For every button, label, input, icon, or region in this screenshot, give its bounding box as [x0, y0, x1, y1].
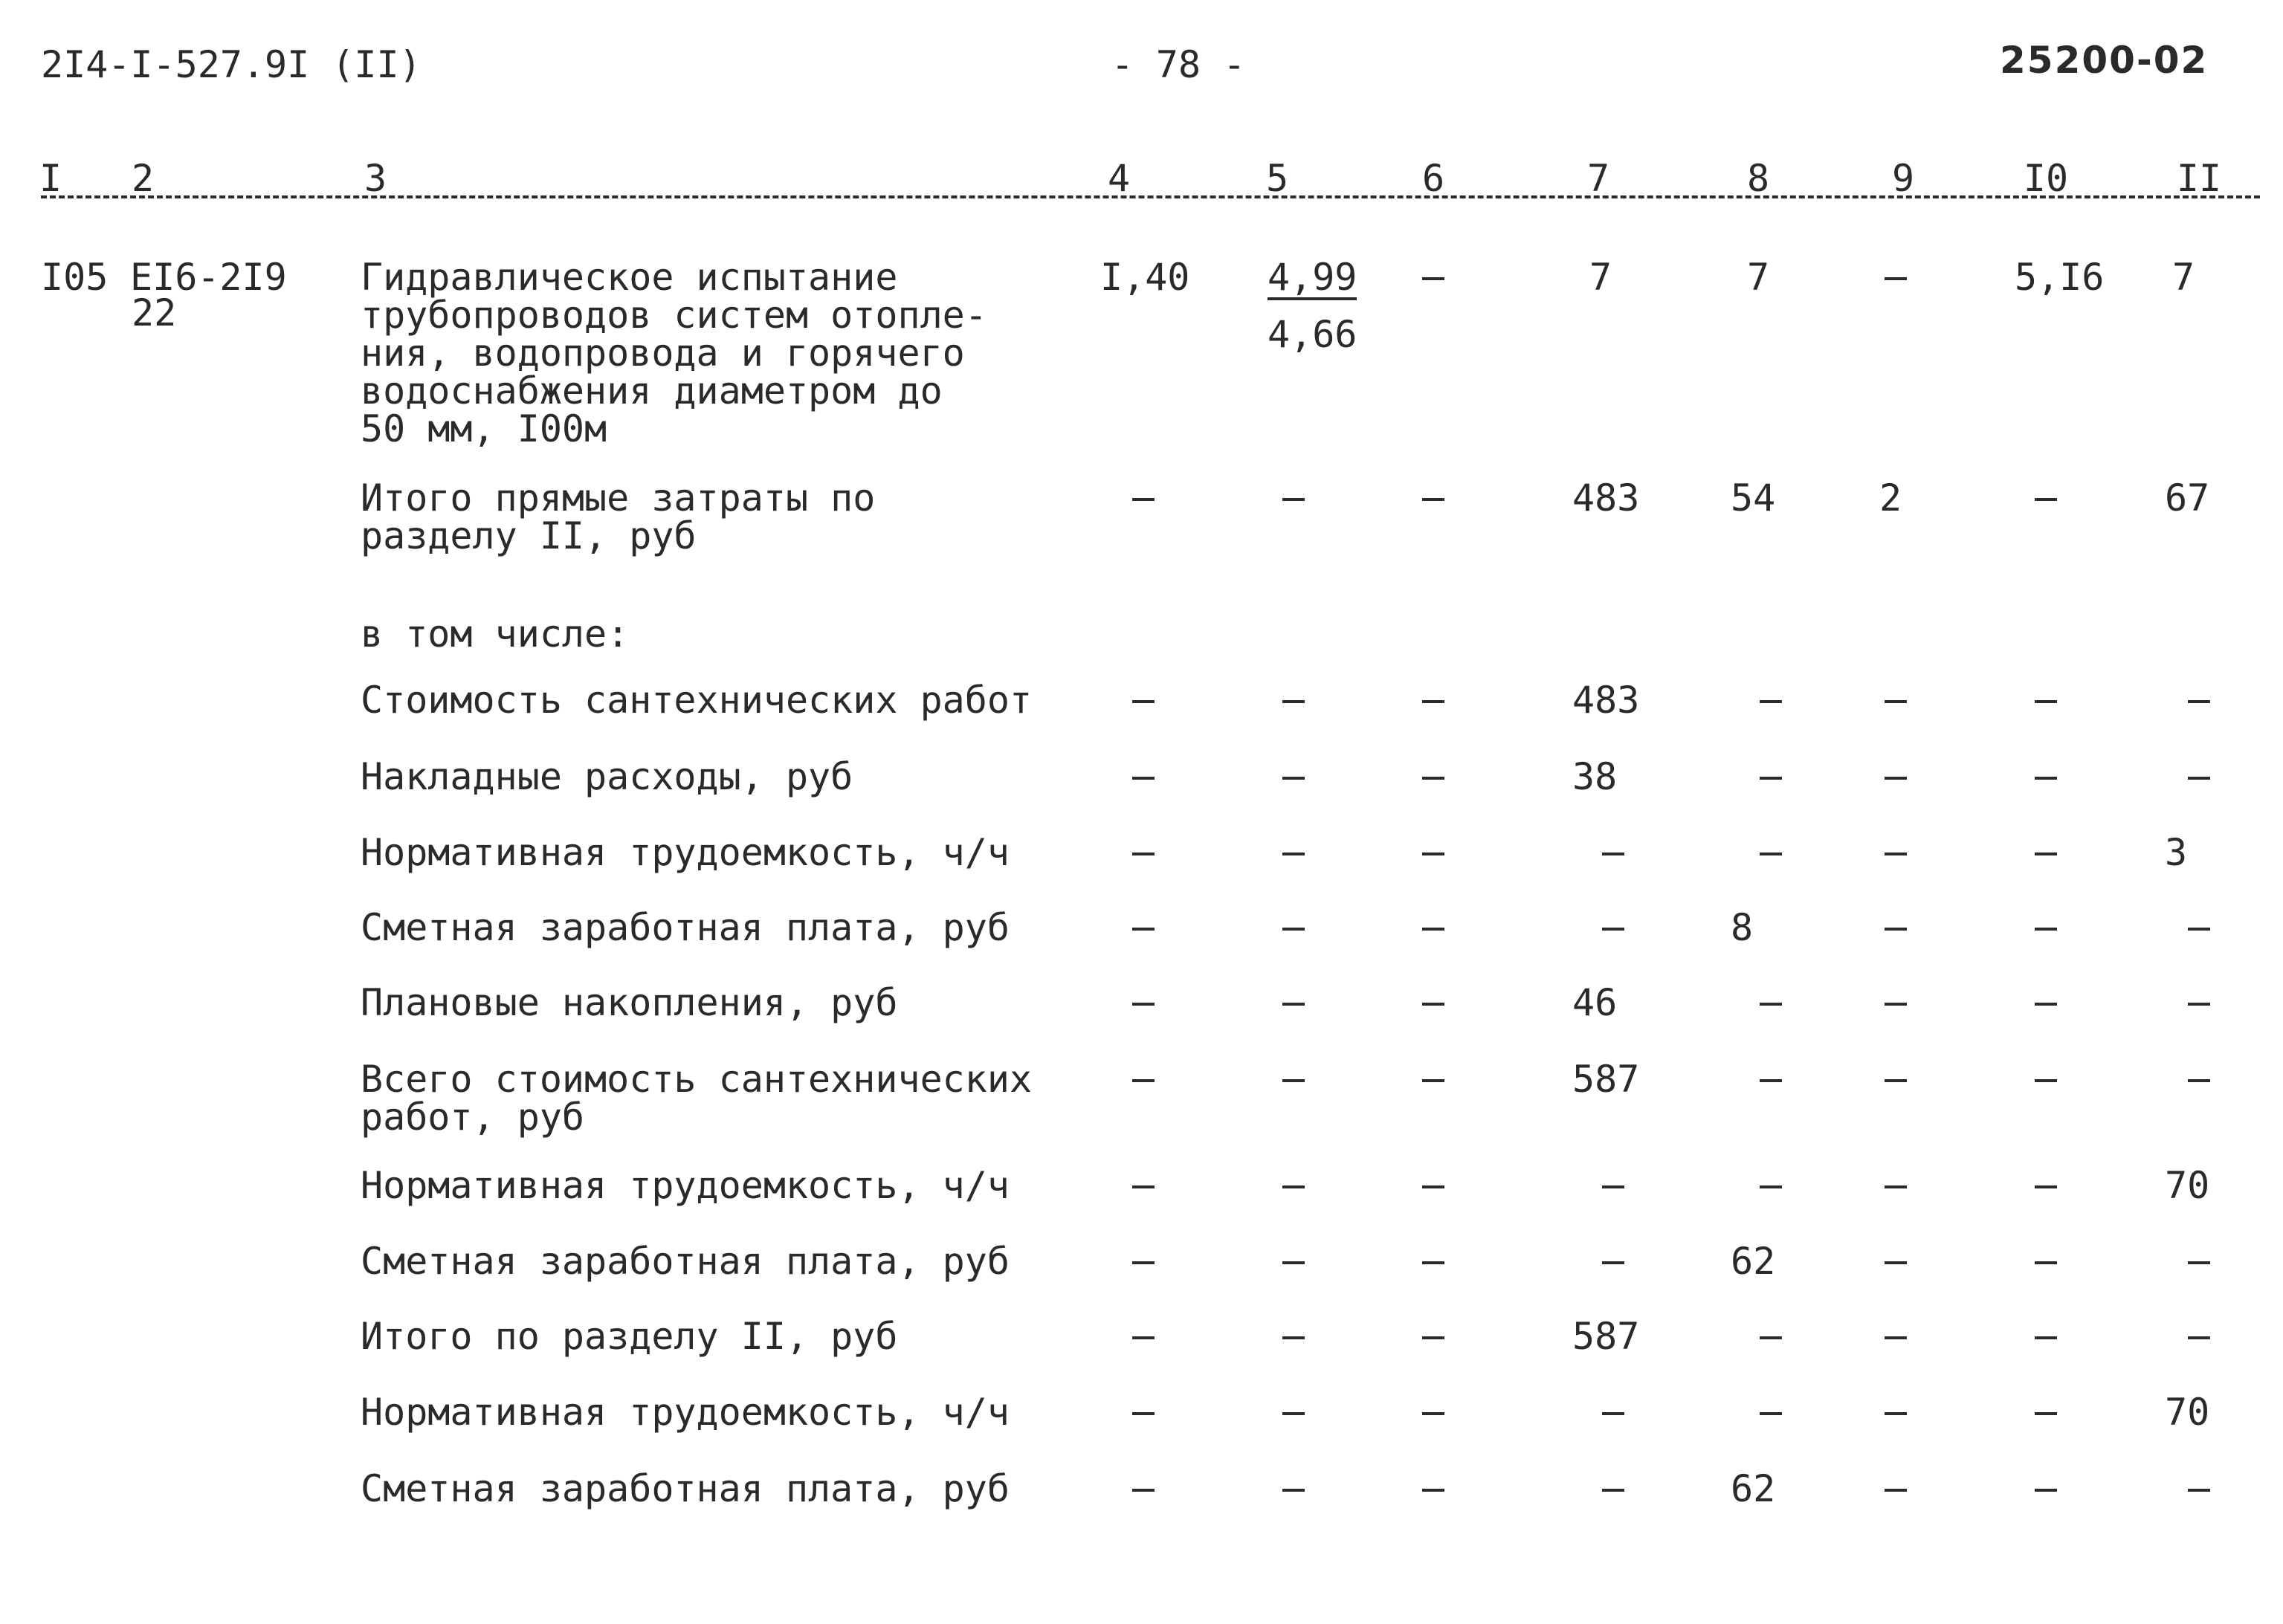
entry-cell-c8: 7: [1747, 256, 1770, 299]
column-number: 8: [1746, 157, 1770, 200]
row-cell-c6: [1422, 1185, 1444, 1188]
row-cell-c4: [1132, 1261, 1155, 1264]
row-cell-c5: [1282, 1261, 1305, 1264]
row-cell-c5: [1282, 1489, 1305, 1492]
row-label-line: Итого по разделу II, руб: [361, 1315, 898, 1358]
row-cell-c10: [2035, 1412, 2057, 1415]
entry-cell-c9: [1885, 277, 1907, 280]
entry-cell-c10: 5,I6: [2015, 256, 2105, 299]
row-cell-c11: 3: [2165, 831, 2188, 874]
row-cell-c11: [2188, 777, 2210, 780]
row-cell-c7: 587: [1572, 1315, 1640, 1358]
row-cell-c4: [1132, 1489, 1155, 1492]
row-cell-c4: [1132, 1412, 1155, 1415]
row-cell-c8: 62: [1731, 1467, 1776, 1510]
row-cell-c11: [2188, 1336, 2210, 1339]
row-cell-c11: 67: [2165, 476, 2210, 520]
entry-cell-c5-top: 4,99: [1268, 256, 1357, 299]
row-cell-c5: [1282, 853, 1305, 855]
entry-description-line: Гидравлическое испытание: [361, 256, 898, 299]
row-label-line: разделу II, руб: [361, 514, 697, 557]
row-cell-c8: 54: [1731, 476, 1776, 520]
row-cell-c6: [1422, 1336, 1444, 1339]
row-cell-c10: [2035, 1185, 2057, 1188]
entry-number: I05: [41, 256, 109, 299]
header-dashed-rule: [41, 195, 2260, 198]
entry-description-line: ния, водопровода и горячего: [361, 331, 965, 375]
row-cell-c11: [2188, 1079, 2210, 1082]
row-cell-c7: [1602, 1261, 1624, 1264]
row-cell-c8: 62: [1731, 1240, 1776, 1283]
entry-cell-c11: 7: [2172, 256, 2195, 299]
row-cell-c6: [1422, 928, 1444, 931]
row-cell-c11: [2188, 928, 2210, 931]
row-cell-c7: 483: [1572, 679, 1640, 722]
row-cell-c9: [1885, 1185, 1907, 1188]
row-cell-c4: [1132, 853, 1155, 855]
row-cell-c7: 38: [1572, 755, 1618, 798]
column-number: 6: [1421, 157, 1445, 200]
row-cell-c6: [1422, 498, 1444, 501]
row-cell-c8: [1760, 1336, 1782, 1339]
column-number: 9: [1891, 157, 1915, 200]
entry-cell-c6: [1422, 277, 1444, 280]
row-cell-c6: [1422, 1412, 1444, 1415]
row-label-line: Сметная заработная плата, руб: [361, 1240, 1010, 1283]
row-cell-c6: [1422, 1079, 1444, 1082]
row-cell-c7: [1602, 928, 1624, 931]
row-cell-c10: [2035, 700, 2057, 703]
column-number: 2: [131, 157, 155, 200]
row-cell-c9: [1885, 1336, 1907, 1339]
entry-cell-c7: 7: [1589, 256, 1612, 299]
entry-cell-c4: I,40: [1100, 256, 1190, 299]
row-cell-c9: [1885, 777, 1907, 780]
row-cell-c5: [1282, 1185, 1305, 1188]
row-label-line: Нормативная трудоемкость, ч/ч: [361, 1164, 1010, 1207]
column-number: I0: [2023, 157, 2069, 200]
row-cell-c8: [1760, 1079, 1782, 1082]
row-cell-c9: [1885, 1261, 1907, 1264]
row-cell-c11: [2188, 700, 2210, 703]
row-label-line: Плановые накопления, руб: [361, 981, 898, 1024]
page-number: - 78 -: [1111, 43, 1246, 86]
column-number: I: [39, 157, 62, 200]
row-cell-c9: [1885, 700, 1907, 703]
row-label-line: Сметная заработная плата, руб: [361, 906, 1010, 949]
row-cell-c7: 483: [1572, 476, 1640, 520]
row-cell-c4: [1132, 777, 1155, 780]
row-cell-c6: [1422, 1261, 1444, 1264]
column-number: 3: [364, 157, 387, 200]
row-cell-c7: [1602, 1185, 1624, 1188]
entry-cell-c5-bottom: 4,66: [1268, 313, 1357, 356]
entry-code-suffix: 22: [132, 291, 177, 334]
row-cell-c11: [2188, 1261, 2210, 1264]
row-cell-c7: 587: [1572, 1058, 1640, 1101]
row-cell-c4: [1132, 1079, 1155, 1082]
row-cell-c10: [2035, 1003, 2057, 1006]
row-cell-c6: [1422, 1489, 1444, 1492]
row-cell-c8: [1760, 853, 1782, 855]
document-code: 2I4-I-527.9I (II): [41, 43, 422, 86]
row-cell-c6: [1422, 700, 1444, 703]
row-cell-c8: [1760, 700, 1782, 703]
row-cell-c8: [1760, 777, 1782, 780]
row-cell-c10: [2035, 1079, 2057, 1082]
row-cell-c4: [1132, 700, 1155, 703]
row-cell-c9: [1885, 1412, 1907, 1415]
row-label-line: Итого прямые затраты по: [361, 476, 876, 520]
row-cell-c9: [1885, 1079, 1907, 1082]
row-cell-c6: [1422, 853, 1444, 855]
row-cell-c7: [1602, 853, 1624, 855]
row-cell-c10: [2035, 1261, 2057, 1264]
row-label-line: в том числе:: [361, 612, 630, 656]
row-label-line: Накладные расходы, руб: [361, 755, 853, 798]
row-cell-c8: [1760, 1185, 1782, 1188]
row-cell-c7: [1602, 1489, 1624, 1492]
row-cell-c5: [1282, 928, 1305, 931]
row-cell-c4: [1132, 1185, 1155, 1188]
row-cell-c8: [1760, 1412, 1782, 1415]
entry-description-line: 50 мм, I00м: [361, 407, 607, 450]
column-number: 7: [1586, 157, 1610, 200]
entry-description-line: водоснабжения диаметром до: [361, 369, 943, 413]
entry-description-line: трубопроводов систем отопле-: [361, 294, 987, 337]
row-cell-c10: [2035, 498, 2057, 501]
row-cell-c11: 70: [2165, 1391, 2210, 1434]
right-code: 25200-02: [2000, 39, 2209, 82]
row-cell-c7: [1602, 1412, 1624, 1415]
row-cell-c5: [1282, 777, 1305, 780]
row-cell-c9: [1885, 1489, 1907, 1492]
row-label-line: Нормативная трудоемкость, ч/ч: [361, 831, 1010, 874]
row-label-line: Стоимость сантехнических работ: [361, 679, 1033, 722]
row-cell-c9: [1885, 1003, 1907, 1006]
row-cell-c10: [2035, 853, 2057, 855]
row-cell-c9: 2: [1879, 476, 1902, 520]
row-cell-c7: 46: [1572, 981, 1618, 1024]
row-cell-c10: [2035, 1336, 2057, 1339]
row-cell-c8: [1760, 1003, 1782, 1006]
row-cell-c11: [2188, 1003, 2210, 1006]
entry-code: EI6-2I9: [130, 256, 287, 299]
column-number: 5: [1265, 157, 1289, 200]
column-number: II: [2176, 157, 2222, 200]
row-cell-c5: [1282, 1003, 1305, 1006]
row-label-line: Сметная заработная плата, руб: [361, 1467, 1010, 1510]
row-cell-c10: [2035, 928, 2057, 931]
row-cell-c5: [1282, 1079, 1305, 1082]
row-cell-c5: [1282, 1336, 1305, 1339]
column-number: 4: [1107, 157, 1131, 200]
row-cell-c4: [1132, 498, 1155, 501]
row-cell-c4: [1132, 1336, 1155, 1339]
row-cell-c10: [2035, 1489, 2057, 1492]
row-cell-c4: [1132, 928, 1155, 931]
row-label-line: работ, руб: [361, 1096, 585, 1139]
row-label-line: Нормативная трудоемкость, ч/ч: [361, 1391, 1010, 1434]
row-cell-c4: [1132, 1003, 1155, 1006]
row-cell-c5: [1282, 700, 1305, 703]
row-cell-c5: [1282, 1412, 1305, 1415]
row-cell-c6: [1422, 777, 1444, 780]
row-cell-c5: [1282, 498, 1305, 501]
row-cell-c8: 8: [1731, 906, 1754, 949]
row-label-line: Всего стоимость сантехнических: [361, 1058, 1033, 1101]
row-cell-c9: [1885, 928, 1907, 931]
row-cell-c11: 70: [2165, 1164, 2210, 1207]
row-cell-c6: [1422, 1003, 1444, 1006]
row-cell-c9: [1885, 853, 1907, 855]
row-cell-c10: [2035, 777, 2057, 780]
row-cell-c11: [2188, 1489, 2210, 1492]
